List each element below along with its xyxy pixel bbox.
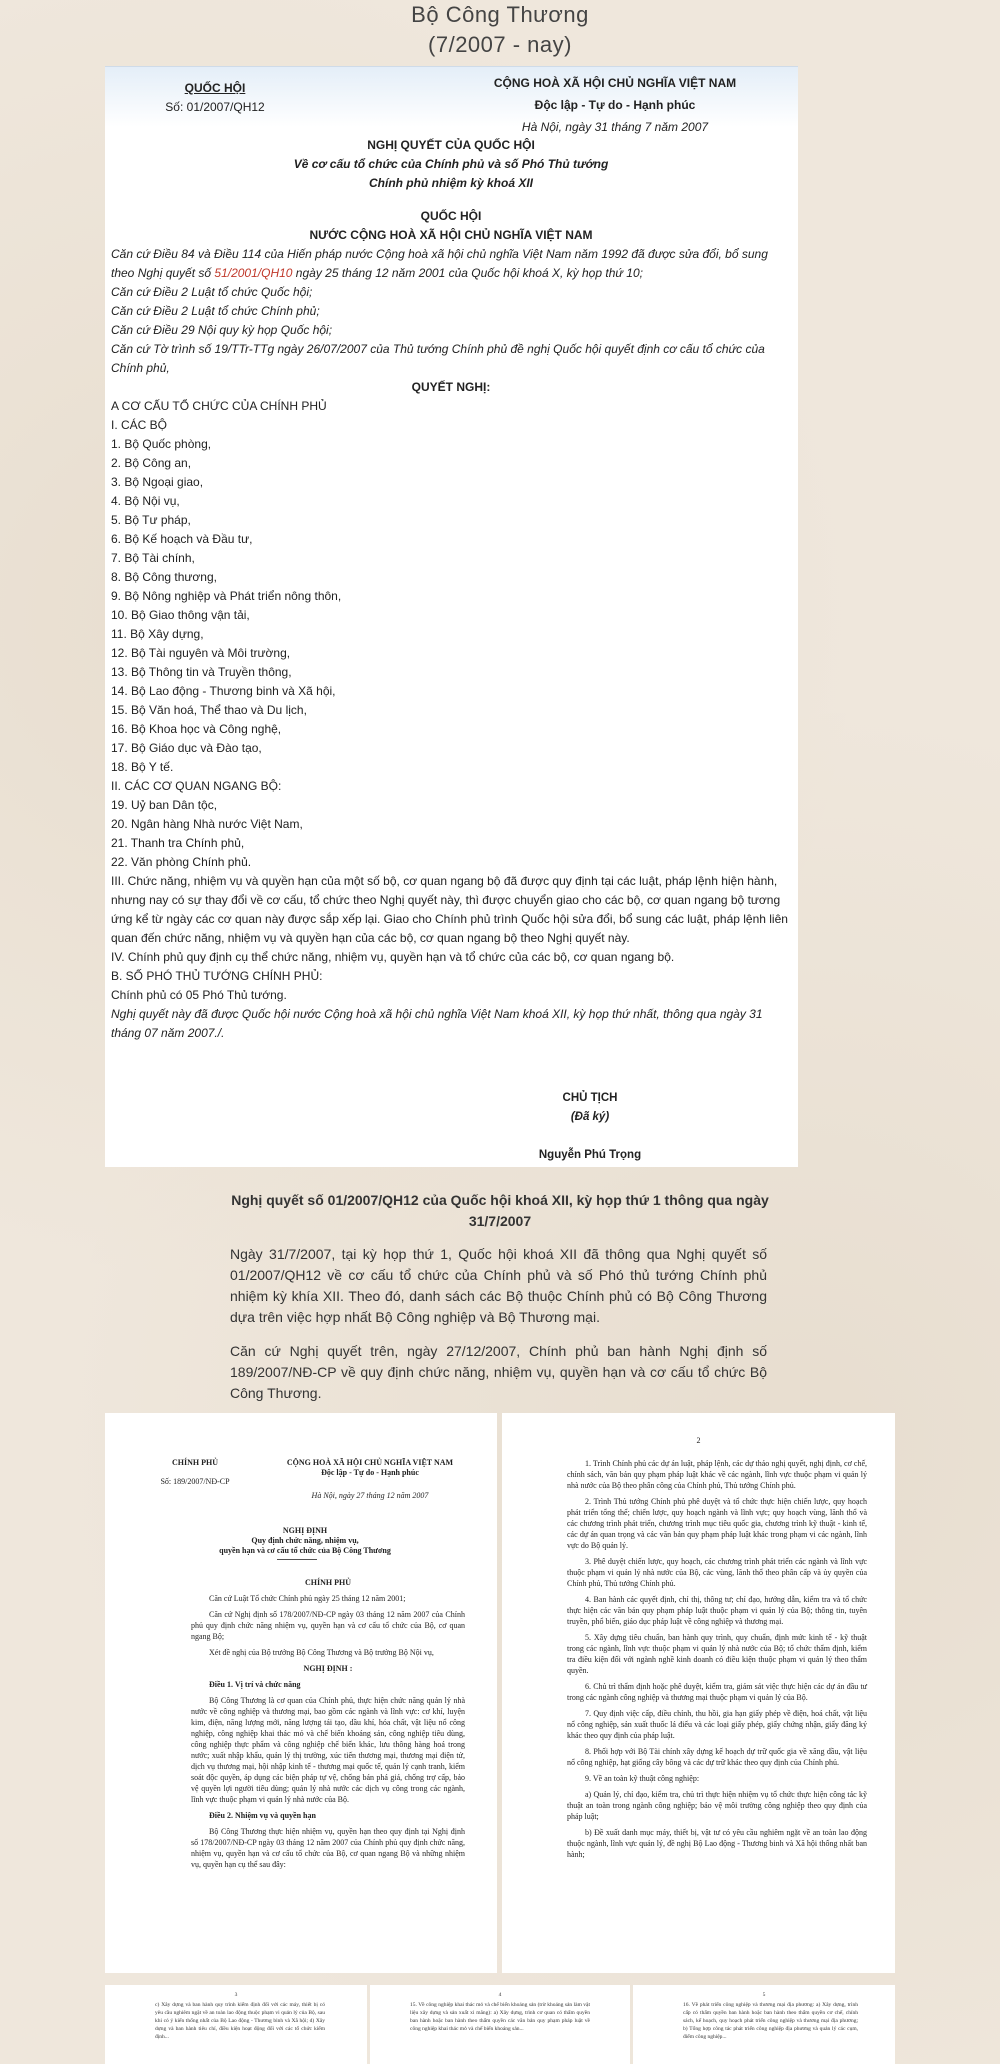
basis-4: Căn cứ Điều 29 Nội quy kỳ họp Quốc hội;: [111, 323, 333, 337]
list-item: 20. Ngân hàng Nhà nước Việt Nam,: [111, 817, 303, 831]
decree-page-5: [633, 1985, 895, 2064]
list-item: 8. Phối hợp với Bộ Tài chính xây dựng kế hoạch dự trữ quốc gia về xăng dầu, vật liệu nổ công nghiệp, hạt giống cây bông và các dự trữ khác theo quy định của Chính phủ.: [567, 1747, 867, 1767]
signer-name: Nguyễn Phú Trọng: [538, 1149, 642, 1161]
section-a: A CƠ CẤU TỔ CHỨC CỦA CHÍNH PHỦ: [111, 399, 327, 413]
article-1-body: Bộ Công Thương là cơ quan của Chính phủ, thực hiện chức năng quản lý nhà nước về công nghiệp và thương mại, bao gồm các ngành và lĩnh vực: cơ khí, luyện kim, điện, năng lượng mới, năng lượng tái tạo, dầu khí, hóa chất, vật liệu nổ công nghiệp, công nghiệp khai thác mỏ và chế biến khoáng sản, công nghiệp tiêu dùng, công nghiệp thực phẩm và công nghiệp chế biến khác, lưu thông hàng hoá trong nước; xuất nhập khẩu, quản lý thị trường, xúc tiến thương mại, thương mại điện tử, dịch vụ thương mại, hội nhập kinh tế - thương mại quốc tế, quản lý cạnh tranh, kiểm soát độc quyền, áp dụng các biện pháp tự vệ, chống bán phá giá, chống trợ cấp, bảo vệ quyền lợi người tiêu dùng; quản lý nhà nước các dịch vụ công trong các ngành, lĩnh vực thuộc phạm vi quản lý nhà nước của Bộ.: [191, 1696, 465, 1804]
resolution-motto: Độc lập - Tự do - Hạnh phúc: [534, 98, 696, 112]
section-i: I. CÁC BỘ: [111, 418, 168, 432]
decree-page-1: [105, 1413, 497, 1973]
resolution-number: Số: 01/2007/QH12: [165, 100, 265, 114]
decree-page-1-body: [191, 1577, 465, 1875]
page-number: 4: [498, 1992, 502, 1998]
section-b: B. SỐ PHÓ THỦ TƯỚNG CHÍNH PHỦ:: [111, 969, 323, 983]
article-2-body: Bộ Công Thương thực hiện nhiệm vụ, quyền hạn theo quy định tại Nghị định số 178/2007/NĐ-CP ngày 03 tháng 12 năm 2007 của Chính phủ quy định chức năng, nhiệm vụ, quyền hạn và cơ cấu tổ chức của Bộ, cơ quan ngang Bộ và những nhiệm vụ, quyền hạn cụ thể sau đây:: [191, 1827, 465, 1869]
decree-page-2-body: [567, 1458, 867, 1865]
basis-5: Căn cứ Tờ trình số 19/TTr-TTg ngày 26/07/2007 của Thủ tướng Chính phủ đề nghị Quốc hội quyết định cơ cấu tổ chức của Chính phủ,: [111, 342, 765, 375]
body-issuer-2: NƯỚC CỘNG HOÀ XÃ HỘI CHỦ NGHĨA VIỆT NAM: [309, 228, 593, 242]
resolution-header-left: [150, 79, 280, 117]
list-item: 17. Bộ Giáo dục và Đào tạo,: [111, 741, 262, 755]
article-1-title: Điều 1. Vị trí và chức năng: [209, 1680, 301, 1689]
list-item: 2. Trình Thủ tướng Chính phủ phê duyệt và tổ chức thực hiện chiến lược, quy hoạch phát triển tổng thể; chiến lược, quy hoạch ngành và lĩnh vực; quy hoạch vùng, lãnh thổ và các chương trình phát triển, chương trình mục tiêu quốc gia, chương trình kỹ thuật - kinh tế, các dự án quan trọng và các văn bản quy phạm pháp luật khác trong phạm vi các ngành, lĩnh vực do Bộ quản lý.: [567, 1497, 867, 1550]
page-number: 2: [696, 1436, 701, 1445]
summary-text: [230, 1244, 767, 1417]
list-item: 7. Bộ Tài chính,: [111, 551, 195, 565]
resolution-subtitle-2: Chính phủ nhiệm kỳ khoá XII: [368, 176, 533, 190]
list-item: 8. Bộ Công thương,: [111, 570, 217, 584]
section-iii: III. Chức năng, nhiệm vụ và quyền hạn của một số bộ, cơ quan ngang bộ đã được quy định tại các luật, pháp lệnh hiện hành, nhưng nay có sự thay đổi về cơ cấu, tổ chức theo Nghị quyết này, thì được chuyển giao cho các bộ, cơ quan ngang bộ tương ứng kể từ ngày các cơ quan này được sắp xếp lại. Giao cho Chính phủ trình Quốc hội sửa đổi, bổ sung các luật, pháp lệnh liên quan đến chức năng, nhiệm vụ và quyền hạn của các bộ, cơ quan ngang bộ theo Nghị quyết này.: [111, 874, 788, 945]
page-number: 5: [762, 1992, 766, 1998]
page-title: [0, 0, 1000, 60]
divider: [277, 1559, 317, 1560]
list-item: 6. Bộ Kế hoạch và Đầu tư,: [111, 532, 253, 546]
list-item: 3. Bộ Ngoại giao,: [111, 475, 204, 489]
page-number: 3: [234, 1992, 238, 1998]
decree-nation: CỘNG HOÀ XÃ HỘI CHỦ NGHĨA VIỆT NAM: [286, 1458, 454, 1467]
decree-motto: Độc lập - Tự do - Hạnh phúc: [321, 1468, 419, 1477]
summary-paragraph-2: Căn cứ Nghị quyết trên, ngày 27/12/2007, Chính phủ ban hành Nghị định số 189/2007/NĐ-CP về quy định chức năng, nhiệm vụ, quyền hạn và cơ cấu tổ chức Bộ Công Thương.: [230, 1343, 767, 1401]
list-item: 22. Văn phòng Chính phủ.: [111, 855, 252, 869]
resolution-place-date: Hà Nội, ngày 31 tháng 7 năm 2007: [521, 120, 709, 134]
page-text: 16. Về phát triển công nghiệp và thương mại địa phương: a) Xây dựng, trình cấp có thẩm quyền ban hành hoặc ban hành theo thẩm quyền cơ chế, chính sách, kế hoạch, quy hoạch phát triển công nghiệp và thương mại địa phương; b) Tổng hợp công tác phát triển công nghiệp địa phương và quản lý các cụm, điểm công nghiệp...: [683, 2002, 858, 2040]
basis-1: Căn cứ Điều 84 và Điều 114 của Hiến pháp nước Cộng hoà xã hội chủ nghĩa Việt Nam năm 1992 đã được sửa đổi, bổ sung theo Nghị quyết số 51/2001/QH10 ngày 25 tháng 12 năm 2001 của Quốc hội khoá X, kỳ họp thứ 10;: [111, 247, 768, 280]
agency-list: [111, 796, 791, 872]
page-text: c) Xây dựng và ban hành quy trình kiểm định đối với các máy, thiết bị có yêu cầu nghiêm ngặt về an toàn lao động thuộc phạm vi quản lý của Bộ, sau khi có ý kiến thống nhất của Bộ Lao động - Thương binh và Xã hội; d) Xây dựng và ban hành tiêu chí, điều kiện hoạt động đối với các tổ chức kiểm định...: [155, 2002, 325, 2040]
decree-decides: NGHỊ ĐỊNH :: [303, 1664, 353, 1673]
signed-note: (Đã ký): [570, 1111, 610, 1123]
decree-subject-1: Quy định chức năng, nhiệm vụ,: [251, 1536, 359, 1545]
summary-paragraph-1: Ngày 31/7/2007, tại kỳ họp thứ 1, Quốc hội khoá XII đã thông qua Nghị quyết số 01/2007/QH12 về cơ cấu tổ chức của Chính phủ và số Phó thủ tướng Chính phủ nhiệm kỳ khía XII. Theo đó, danh sách các Bộ thuộc Chính phủ có Bộ Công Thương dựa trên việc hợp nhất Bộ Công nghiệp và Bộ Thương mại.: [230, 1246, 767, 1325]
list-item: 6. Chủ trì thẩm định hoặc phê duyệt, kiểm tra, giám sát việc thực hiện các dự án đầu tư trong các ngành công nghiệp và thương mại thuộc phạm vi quản lý của Bộ.: [567, 1682, 867, 1702]
decree-subject-2: quyền hạn và cơ cấu tổ chức của Bộ Công Thương: [219, 1546, 391, 1555]
list-item: 1. Trình Chính phủ các dự án luật, pháp lệnh, các dự thảo nghị quyết, nghị định, cơ chế, chính sách, văn bản quy phạm pháp luật khác về các ngành, lĩnh vực thuộc phạm vi quản lý nhà nước của Bộ theo phân công của Chính phủ, Thủ tướng Chính phủ.: [567, 1459, 867, 1490]
list-item: 15. Bộ Văn hoá, Thể thao và Du lịch,: [111, 703, 307, 717]
section-ii: II. CÁC CƠ QUAN NGANG BỘ:: [111, 779, 282, 793]
decree-basis-3: Xét đề nghị của Bộ trưởng Bộ Công Thương và Bộ trưởng Bộ Nội vụ,: [209, 1648, 434, 1657]
resolution-document: [105, 66, 798, 1167]
resolution-issuer: QUỐC HỘI: [184, 81, 246, 95]
list-item: 19. Uỷ ban Dân tộc,: [111, 798, 218, 812]
list-item: 16. Bộ Khoa học và Công nghệ,: [111, 722, 282, 736]
ministry-list: [111, 435, 791, 777]
deputy-count: Chính phủ có 05 Phó Thủ tướng.: [111, 988, 287, 1002]
list-item: 5. Xây dựng tiêu chuẩn, ban hành quy trình, quy chuẩn, định mức kinh tế - kỹ thuật trong các ngành, lĩnh vực thuộc phạm vi quản lý nhà nước của Bộ; tổ chức thẩm định, kiểm tra điều kiện đối với ngành nghề kinh doanh có điều kiện thuộc phạm vi quản lý theo thẩm quyền.: [567, 1633, 867, 1675]
signer-title: CHỦ TỊCH: [562, 1092, 618, 1104]
list-item: a) Quản lý, chỉ đạo, kiểm tra, chủ trì thực hiện nhiệm vụ tổ chức thực hiện công tác kỹ thuật an toàn trong ngành công nghiệp; bảo vệ môi trường công nghiệp theo quy định của pháp luật;: [567, 1790, 867, 1821]
decree-number: Số: 189/2007/NĐ-CP: [160, 1477, 230, 1486]
list-item: 1. Bộ Quốc phòng,: [111, 437, 212, 451]
summary-title: Nghị quyết số 01/2007/QH12 của Quốc hội khoá XII, kỳ họp thứ 1 thông qua ngày 31/7/2007: [231, 1192, 769, 1229]
list-item: 14. Bộ Lao động - Thương binh và Xã hội,: [111, 684, 336, 698]
list-item: 3. Phê duyệt chiến lược, quy hoạch, các chương trình phát triển các ngành và lĩnh vực thuộc phạm vi quản lý nhà nước của Bộ, các vùng, lãnh thổ theo phân cấp và ủy quyền của Chính phủ, Thủ tướng Chính phủ.: [567, 1557, 867, 1588]
resolution-header-right: [465, 72, 765, 138]
list-item: 11. Bộ Xây dựng,: [111, 627, 204, 641]
resolution-link[interactable]: 51/2001/QH10: [214, 266, 293, 280]
section-iv: IV. Chính phủ quy định cụ thể chức năng, nhiệm vụ, quyền hạn và tổ chức của các bộ, cơ quan ngang bộ.: [111, 950, 675, 964]
resolution-title: NGHỊ QUYẾT CỦA QUỐC HỘI: [367, 138, 535, 152]
signature-block: [490, 1089, 690, 1165]
closing-statement: Nghị quyết này đã được Quốc hội nước Cộng hoà xã hội chủ nghĩa Việt Nam khoá XII, kỳ họp thứ nhất, thông qua ngày 31 tháng 07 năm 2007./.: [111, 1007, 763, 1040]
list-item: 9. Bộ Nông nghiệp và Phát triển nông thôn,: [111, 589, 342, 603]
basis-2: Căn cứ Điều 2 Luật tổ chức Quốc hội;: [111, 285, 313, 299]
decision-heading: QUYẾT NGHỊ:: [411, 380, 491, 394]
decree-page-2: [502, 1413, 895, 1973]
list-item: 10. Bộ Giao thông vận tải,: [111, 608, 250, 622]
decree-page-3: [105, 1985, 367, 2064]
list-item: 18. Bộ Y tế.: [111, 760, 174, 774]
article-2-title: Điều 2. Nhiệm vụ và quyền hạn: [209, 1811, 316, 1820]
resolution-body: [111, 136, 791, 1043]
list-item: b) Đề xuất danh mục máy, thiết bị, vật tư có yêu cầu nghiêm ngặt về an toàn lao động thuộc ngành, lĩnh vực quản lý, đề nghị Bộ Lao động - Thương binh và Xã hội thống nhất ban hành;: [567, 1828, 867, 1859]
list-item: 4. Ban hành các quyết định, chỉ thị, thông tư; chỉ đạo, hướng dẫn, kiểm tra và tổ chức thực hiện các văn bản quy phạm pháp luật thuộc phạm vi quản lý của Bộ; thông tin, tuyên truyền, phổ biến, giáo dục pháp luật về công nghiệp và thương mại.: [567, 1595, 867, 1626]
resolution-subtitle-1: Về cơ cấu tổ chức của Chính phủ và số Phó Thủ tướng: [293, 157, 609, 171]
list-item: 4. Bộ Nội vụ,: [111, 494, 180, 508]
page-title-line2: (7/2007 - nay): [428, 32, 572, 57]
basis-3: Căn cứ Điều 2 Luật tổ chức Chính phủ;: [111, 304, 320, 318]
decree-page-4: [370, 1985, 630, 2064]
list-item: 12. Bộ Tài nguyên và Môi trường,: [111, 646, 291, 660]
page-text: 15. Về công nghiệp khai thác mỏ và chế biến khoáng sản (trừ khoáng sản làm vật liệu xây dựng và sản xuất xi măng): a) Xây dựng, trình cơ quan có thẩm quyền ban hành hoặc ban hành theo thẩm quyền các văn bản quy phạm pháp luật về công nghiệp khai thác mỏ và chế biến khoáng sản...: [410, 2002, 590, 2032]
list-item: 7. Quy định việc cấp, điều chỉnh, thu hồi, gia hạn giấy phép về điện, hoá chất, vật liệu nổ công nghiệp, sản xuất thuốc lá điếu và các loại giấy phép, giấy chứng nhận, giấy đăng ký khác theo quy định của pháp luật.: [567, 1709, 867, 1740]
list-item: 5. Bộ Tư pháp,: [111, 513, 191, 527]
list-item: 9. Về an toàn kỹ thuật công nghiệp:: [585, 1774, 700, 1783]
decree-body-issuer: CHÍNH PHỦ: [305, 1578, 351, 1587]
page-title-line1: Bộ Công Thương: [411, 2, 589, 27]
list-item: 2. Bộ Công an,: [111, 456, 192, 470]
resolution-nation: CỘNG HOÀ XÃ HỘI CHỦ NGHĨA VIỆT NAM: [493, 76, 737, 90]
decree-basis-1: Căn cứ Luật Tổ chức Chính phủ ngày 25 tháng 12 năm 2001;: [209, 1594, 406, 1603]
decree-basis-2: Căn cứ Nghị định số 178/2007/NĐ-CP ngày 03 tháng 12 năm 2007 của Chính phủ quy định chức năng nhiệm vụ, quyền hạn và cơ cấu tổ chức của Bộ, cơ quan ngang Bộ;: [191, 1610, 465, 1641]
decree-place-date: Hà Nội, ngày 27 tháng 12 năm 2007: [311, 1491, 429, 1500]
decree-type: NGHỊ ĐỊNH: [282, 1526, 328, 1535]
decree-issuer: CHÍNH PHỦ: [172, 1458, 218, 1467]
body-issuer-1: QUỐC HỘI: [420, 209, 482, 223]
list-item: 13. Bộ Thông tin và Truyền thông,: [111, 665, 292, 679]
list-item: 21. Thanh tra Chính phủ,: [111, 836, 245, 850]
